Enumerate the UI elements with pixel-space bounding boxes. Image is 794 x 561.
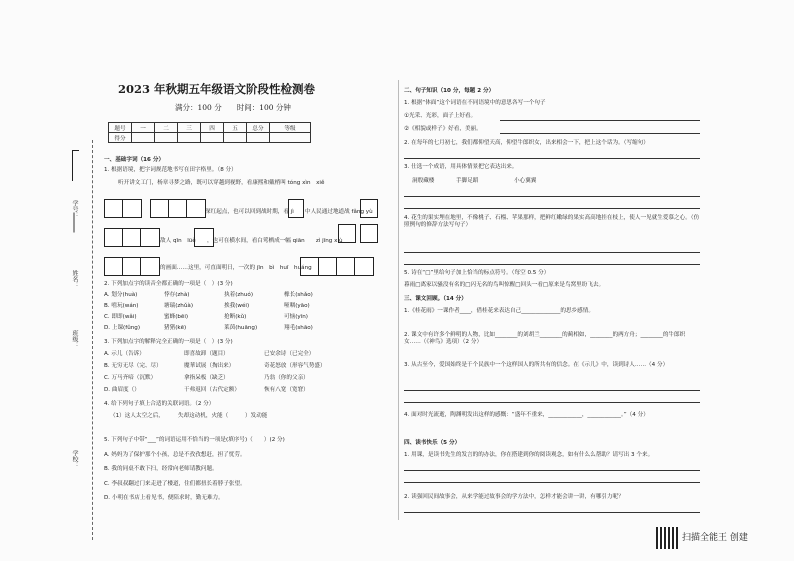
- tianzige-box[interactable]: [336, 257, 356, 276]
- question-2: 2. 下列加点字的读音全都正确的一项是（ ）(3 分): [104, 281, 233, 287]
- section-4-heading: 四、读书快乐（5 分）: [404, 440, 461, 446]
- scanner-watermark: 扫描全能王 创建: [682, 533, 748, 543]
- review-q2: 2. 课文中有许多个鲜明的人物，比如________的刘胡兰________的蔺相如，________的两方舟；________的牛郎织女……（《神鸟》选项）（2 分）: [404, 332, 686, 345]
- tianzige-box[interactable]: [140, 228, 160, 247]
- review-q4: 4. 面对时光流逝，陶渊明发出这样的感慨：“盛年不重来，____________，____________。”（4 分）: [404, 412, 649, 418]
- right-q1b: ②《相貌或样子》好看，美丽。: [404, 126, 482, 132]
- tianzige-box[interactable]: [140, 257, 160, 276]
- binding-mark: [72, 150, 79, 181]
- tianzige-box[interactable]: [122, 257, 142, 276]
- score-row-label: 得分: [109, 133, 132, 143]
- q2-option-d: D. 上课(fǔng) 猪猪(kē) 莱茵(huāng) 翔毛(shāo): [104, 325, 313, 331]
- tianzige-box[interactable]: [318, 257, 338, 276]
- tianzige-box[interactable]: [122, 228, 142, 247]
- question-4-text: （1）这人太空之后， 失却这动机，火能（ ）发动能: [110, 413, 268, 419]
- reading-q2: 2. 读强回民间故事会，从来学能过故事会的学方法中，怎样才能会讲一讲，有哪引力呢？: [404, 494, 624, 500]
- right-q4: 4. 花生的果实埋在地里，不像桃子、石榴、苹果那样，把鲜红嫩绿的果实高高地挂在枝上，使人一见就生爱慕之心。（仿照例句的修辞方法写句子）: [404, 215, 700, 228]
- score-cell[interactable]: [155, 133, 178, 143]
- score-header: 三: [178, 123, 201, 133]
- page-subtitle: 满分：100 分 时间：100 分钟: [175, 103, 291, 112]
- question-3: 3. 下列加点字的解释完全正确的一项是（ ）(3 分): [104, 339, 233, 345]
- score-cell[interactable]: [270, 133, 311, 143]
- reading-q1: 1. 用课，是读书先生的发言的的办法，你在搭建到你的阅读观念，如有什么么帮助？请写出 3 个来。: [404, 452, 654, 458]
- score-cell[interactable]: [132, 133, 155, 143]
- tianzige-box[interactable]: [104, 199, 124, 218]
- q2-option-c: C. 即即(wǎi) 蜜蜂(bēi) 抢断(kǔ) 可恼(yīn): [104, 314, 308, 320]
- side-label-school: 学校：: [71, 450, 78, 468]
- score-header: 五: [224, 123, 247, 133]
- score-header: 一: [132, 123, 155, 133]
- question-1: 1. 根据语境，把字词规范地书写在田字格里。（8 分）: [104, 167, 237, 173]
- side-label-student-id: 学号：: [71, 200, 78, 218]
- question-5: 5. 下列句子中带“___”的词语运用不恰当的一项是(填序号)（ ）(2 分): [104, 437, 285, 443]
- binding-line: [92, 140, 93, 540]
- tianzige-box[interactable]: [360, 224, 378, 243]
- tianzige-box[interactable]: [186, 199, 206, 218]
- tianzige-box[interactable]: [168, 199, 188, 218]
- right-q1: 1. 根据“体面”这个词语在不同语境中的意思各写一个句子: [404, 100, 546, 106]
- tianzige-box[interactable]: [104, 228, 124, 247]
- column-divider: [398, 80, 399, 520]
- score-cell[interactable]: [247, 133, 270, 143]
- q2-option-a: A. 划分(huà) 悖存(zhà) 执着(zhuó) 橡长(shǎo): [104, 292, 313, 298]
- review-q1: 1.《桂花雨》一课作者____，借桂花来表达自己______________的思乡感情。: [404, 308, 594, 314]
- score-header: 总分: [247, 123, 270, 133]
- q2-option-b: B. 嘻玩(wán) 塘瑞(zhǔà) 挨我(wéi) 哑咽(yāo): [104, 303, 310, 309]
- q5-option-c: C. 李叔叔翻过门来走进了楼道，住们都扭长着脖子张望。: [104, 481, 246, 487]
- q3-option-d: D. 曲眉度（） 干弗返回（古代定额） 恢有八宽（宽窘）: [104, 387, 309, 393]
- score-header: 等级: [270, 123, 311, 133]
- tianzige-box[interactable]: [104, 257, 124, 276]
- review-q3: 3. 从古至今，爱国始终是千个民族中一个这样国人的所共有的信念。在《示儿》中，读到诗人……（4 分）: [404, 362, 669, 368]
- idiom-1: 洞殷藏楼: [412, 178, 435, 184]
- idiom-3: 小心翼翼: [514, 178, 537, 184]
- side-label-class: 班级：: [71, 330, 78, 348]
- right-q5-text: 暮雨□离家以骚没有名的□闪无名的鸟叫惊醒□回头一看□原来是鸟窝里纷飞去。: [404, 282, 605, 288]
- page-title: 2023 年秋期五年级语文阶段性检测卷: [118, 82, 316, 96]
- score-header: 四: [201, 123, 224, 133]
- right-q1a: ①光采、光彩，面子上好看。: [404, 113, 477, 119]
- section-2-heading: 二、句子知识（10 分，每题 2 分）: [404, 88, 495, 94]
- tianzige-box[interactable]: [150, 199, 170, 218]
- tianzige-box[interactable]: [122, 199, 142, 218]
- right-q2: 2. 在每年的七月初七，我们都仰望天高，仰望牛郎织女，出来相会一下，把上这个话为。（写缩句）: [404, 140, 649, 146]
- qr-code-icon: [656, 527, 678, 549]
- score-cell[interactable]: [201, 133, 224, 143]
- question-1-text-2: 深红起点，也可以回到战时期，看 jì 中人民通过地道战 fǎng yù: [205, 209, 373, 215]
- question-1-text-4: 的画面……这里，可直面明日，一次的 jīn bì huī huáng: [160, 265, 312, 271]
- q5-option-d: D. 小明在书店上看见书，便陪求时，勤无难力。: [104, 495, 224, 501]
- question-1-text-3: 敌人 qīn lüè ，也可在横水间，看白莺栖成一幅 qiān zì jīng xiù: [160, 238, 343, 244]
- score-cell[interactable]: [224, 133, 247, 143]
- question-4: 4. 给下列句子填上合适的关联词语。（2 分）: [104, 401, 215, 407]
- side-label-name: 姓名：: [71, 270, 78, 288]
- right-q3: 3. 仕选一个成语，用具体情景把它表达出来。: [404, 164, 518, 170]
- score-cell[interactable]: [178, 133, 201, 143]
- section-3-heading: 三、课文回顾。（14 分）: [404, 296, 467, 302]
- q3-option-b: B. 无穷无尽（完、尽） 魔華试展（掏出来） 奇花怒放（形容气势盛）: [104, 363, 326, 369]
- q5-option-a: A. 妈妈为了保护那个小孩，总是不孜孜想赶，担了忧劳。: [104, 452, 246, 458]
- idiom-2: 手脚足蹈: [456, 178, 479, 184]
- score-table: [108, 122, 311, 143]
- right-q5: 5. 诗在“□”里给句子加上恰当的标点符号。（每空 0.5 分）: [404, 270, 550, 276]
- q5-option-b: B. 我的同桌不敢下扫，经常向老师请教问题。: [104, 466, 218, 472]
- score-header: 二: [155, 123, 178, 133]
- question-1-text-1: 听开讲文工门，杨章寻梦之路，既可以穿越到视野，看康熙和戴梢叫 tóng xìn xiě: [118, 180, 325, 186]
- section-1-heading: 一、基础字词（16 分）: [104, 157, 165, 163]
- tianzige-box[interactable]: [354, 257, 374, 276]
- q3-option-c: C. 万马齐喑（沉默） 拿指呆板（缺乏） 乃翁（你的父亲）: [104, 375, 309, 381]
- score-header: 题号: [109, 123, 132, 133]
- q3-option-a: A. 示儿（告诉） 即喜故卸（题目） 已安余诗（已完全）: [104, 351, 315, 357]
